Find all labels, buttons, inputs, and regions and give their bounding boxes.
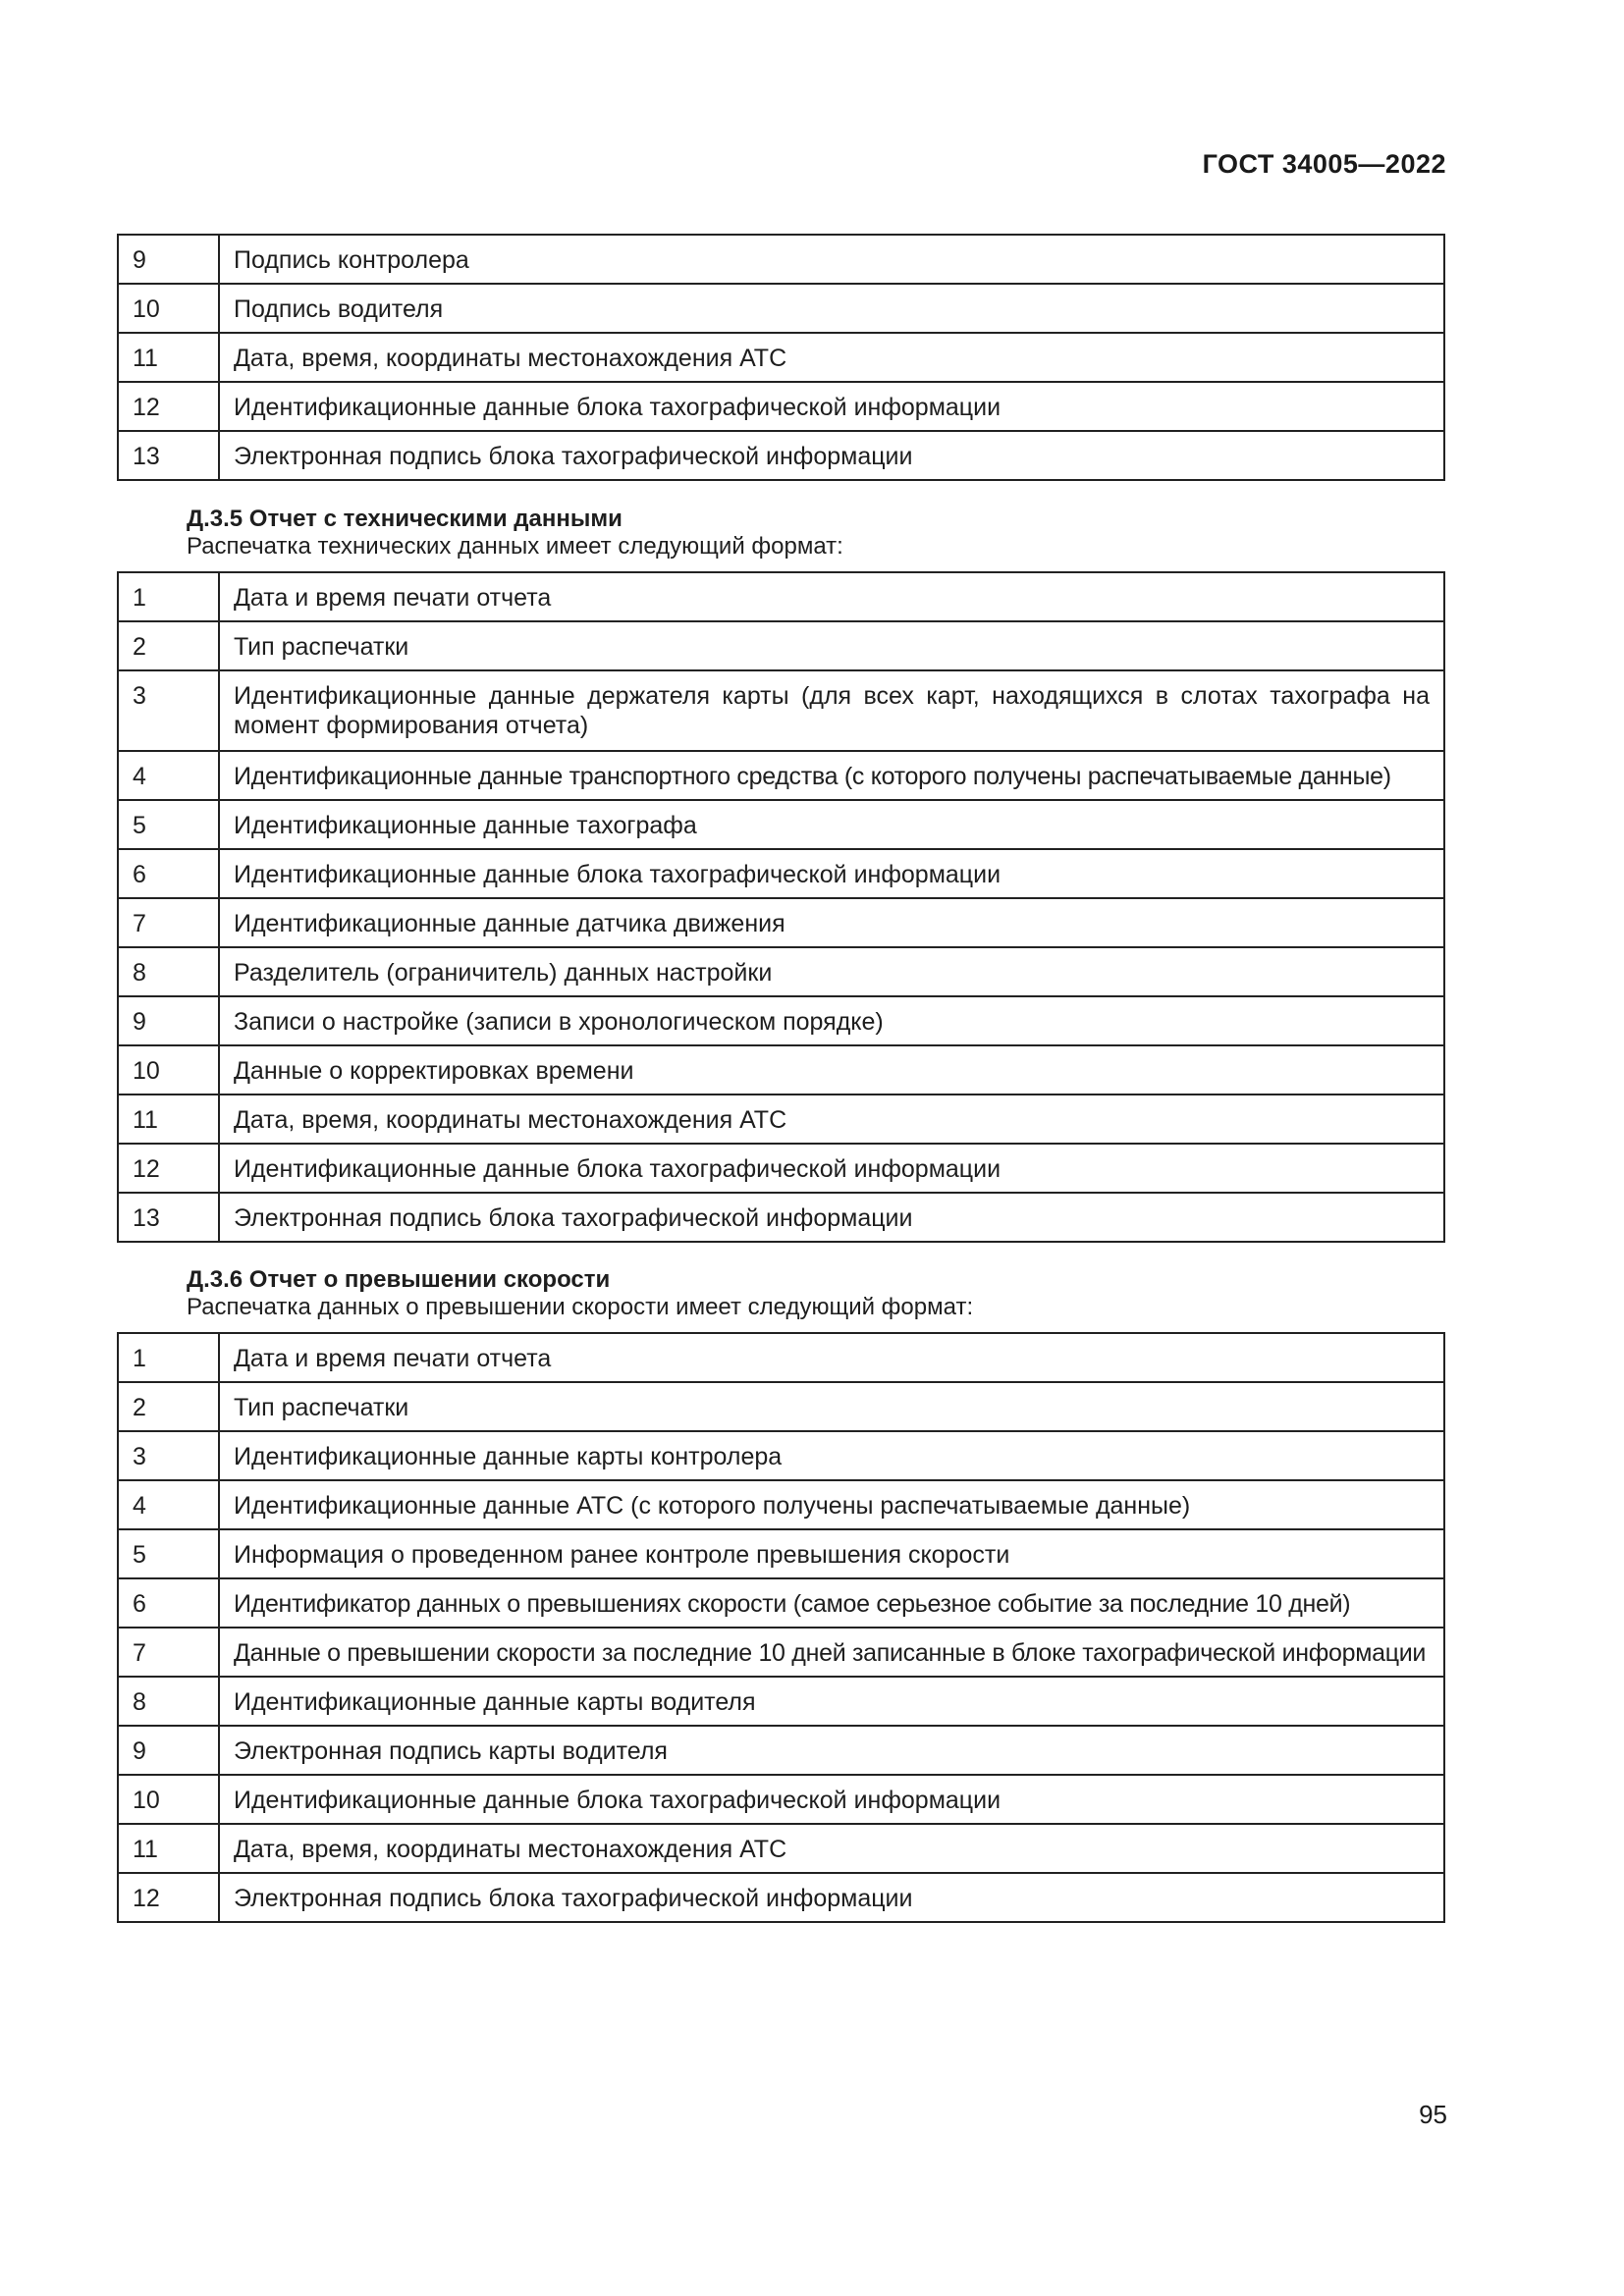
row-number-cell: 10	[118, 1045, 219, 1095]
table-d35	[117, 571, 1445, 1243]
section-d36-intro: Распечатка данных о превышении скорости имеет следующий формат:	[187, 1294, 974, 1320]
row-description-cell: Дата, время, координаты местонахождения АТС	[219, 333, 1444, 382]
row-description-cell: Идентификационные данные блока тахографической информации	[219, 849, 1444, 898]
row-number-cell: 1	[118, 1333, 219, 1382]
row-number-cell: 6	[118, 849, 219, 898]
row-description-cell: Идентификационные данные держателя карты (для всех карт, находящихся в слотах тахографа на момент формирования отчета)	[219, 670, 1444, 751]
table-row	[118, 284, 1444, 333]
table-top	[117, 234, 1445, 481]
row-description-cell: Электронная подпись блока тахографической информации	[219, 431, 1444, 480]
table-d36	[117, 1332, 1445, 1923]
table-row	[118, 621, 1444, 670]
table-row	[118, 1480, 1444, 1529]
row-description-cell: Дата и время печати отчета	[219, 572, 1444, 621]
table-row	[118, 572, 1444, 621]
section-d36-heading	[187, 1266, 973, 1321]
table-row	[118, 947, 1444, 996]
row-number-cell: 1	[118, 572, 219, 621]
row-description-cell: Идентификатор данных о превышениях скорости (самое серьезное событие за последние 10 дней)	[219, 1578, 1444, 1628]
row-number-cell: 10	[118, 1775, 219, 1824]
row-description-cell: Идентификационные данные тахографа	[219, 800, 1444, 849]
table-row	[118, 431, 1444, 480]
table-row	[118, 382, 1444, 431]
table-row	[118, 235, 1444, 284]
table-row	[118, 800, 1444, 849]
row-number-cell: 9	[118, 1726, 219, 1775]
table-row	[118, 996, 1444, 1045]
row-description-cell: Разделитель (ограничитель) данных настройки	[219, 947, 1444, 996]
row-description-cell: Электронная подпись блока тахографической информации	[219, 1873, 1444, 1922]
document-header: ГОСТ 34005—2022	[1202, 149, 1446, 179]
table-row	[118, 849, 1444, 898]
row-description-cell: Идентификационные данные транспортного средства (с которого получены распечатываемые данные)	[219, 751, 1444, 800]
table-row	[118, 1529, 1444, 1578]
row-description-cell: Дата и время печати отчета	[219, 1333, 1444, 1382]
table-row	[118, 1677, 1444, 1726]
row-description-cell: Идентификационные данные карты контролера	[219, 1431, 1444, 1480]
row-number-cell: 6	[118, 1578, 219, 1628]
row-number-cell: 10	[118, 284, 219, 333]
row-number-cell: 7	[118, 898, 219, 947]
section-d35-title: Д.3.5 Отчет с техническими данными	[187, 506, 623, 532]
row-description-cell: Тип распечатки	[219, 1382, 1444, 1431]
row-number-cell: 2	[118, 621, 219, 670]
row-number-cell: 12	[118, 1873, 219, 1922]
row-description-cell: Электронная подпись блока тахографической информации	[219, 1193, 1444, 1242]
row-number-cell: 5	[118, 1529, 219, 1578]
table-row	[118, 1382, 1444, 1431]
table-row	[118, 898, 1444, 947]
row-number-cell: 2	[118, 1382, 219, 1431]
section-d35-intro: Распечатка технических данных имеет следующий формат:	[187, 533, 843, 560]
table-row	[118, 1431, 1444, 1480]
table-row	[118, 1628, 1444, 1677]
row-number-cell: 11	[118, 1824, 219, 1873]
row-description-cell: Подпись водителя	[219, 284, 1444, 333]
row-description-cell: Записи о настройке (записи в хронологическом порядке)	[219, 996, 1444, 1045]
row-number-cell: 9	[118, 235, 219, 284]
table-row	[118, 670, 1444, 751]
row-number-cell: 11	[118, 333, 219, 382]
section-d35-heading	[187, 506, 843, 561]
row-number-cell: 3	[118, 670, 219, 751]
row-description-cell: Подпись контролера	[219, 235, 1444, 284]
row-description-cell: Идентификационные данные карты водителя	[219, 1677, 1444, 1726]
row-number-cell: 4	[118, 751, 219, 800]
row-description-cell: Идентификационные данные блока тахографической информации	[219, 1775, 1444, 1824]
table-row	[118, 333, 1444, 382]
table-row	[118, 1193, 1444, 1242]
section-d36-title: Д.3.6 Отчет о превышении скорости	[187, 1266, 611, 1293]
table-row	[118, 1775, 1444, 1824]
page-number: 95	[1419, 2100, 1447, 2129]
row-description-cell: Идентификационные данные АТС (с которого получены распечатываемые данные)	[219, 1480, 1444, 1529]
row-number-cell: 5	[118, 800, 219, 849]
row-number-cell: 13	[118, 431, 219, 480]
table-row	[118, 1144, 1444, 1193]
row-number-cell: 4	[118, 1480, 219, 1529]
row-description-cell: Электронная подпись карты водителя	[219, 1726, 1444, 1775]
table-row	[118, 751, 1444, 800]
table-row	[118, 1824, 1444, 1873]
table-row	[118, 1726, 1444, 1775]
row-description-cell: Тип распечатки	[219, 621, 1444, 670]
row-number-cell: 8	[118, 947, 219, 996]
row-number-cell: 8	[118, 1677, 219, 1726]
row-description-cell: Дата, время, координаты местонахождения АТС	[219, 1095, 1444, 1144]
row-number-cell: 11	[118, 1095, 219, 1144]
table-row	[118, 1873, 1444, 1922]
table-row	[118, 1578, 1444, 1628]
table-row	[118, 1045, 1444, 1095]
table-row	[118, 1333, 1444, 1382]
table-row	[118, 1095, 1444, 1144]
row-description-cell: Дата, время, координаты местонахождения АТС	[219, 1824, 1444, 1873]
row-description-cell: Информация о проведенном ранее контроле превышения скорости	[219, 1529, 1444, 1578]
row-number-cell: 9	[118, 996, 219, 1045]
row-number-cell: 3	[118, 1431, 219, 1480]
row-description-cell: Идентификационные данные датчика движения	[219, 898, 1444, 947]
row-number-cell: 12	[118, 382, 219, 431]
row-number-cell: 12	[118, 1144, 219, 1193]
row-description-cell: Идентификационные данные блока тахографической информации	[219, 1144, 1444, 1193]
row-number-cell: 7	[118, 1628, 219, 1677]
row-description-cell: Данные о корректировках времени	[219, 1045, 1444, 1095]
row-description-cell: Идентификационные данные блока тахографической информации	[219, 382, 1444, 431]
row-number-cell: 13	[118, 1193, 219, 1242]
row-description-cell: Данные о превышении скорости за последние 10 дней записанные в блоке тахографической информации	[219, 1628, 1444, 1677]
